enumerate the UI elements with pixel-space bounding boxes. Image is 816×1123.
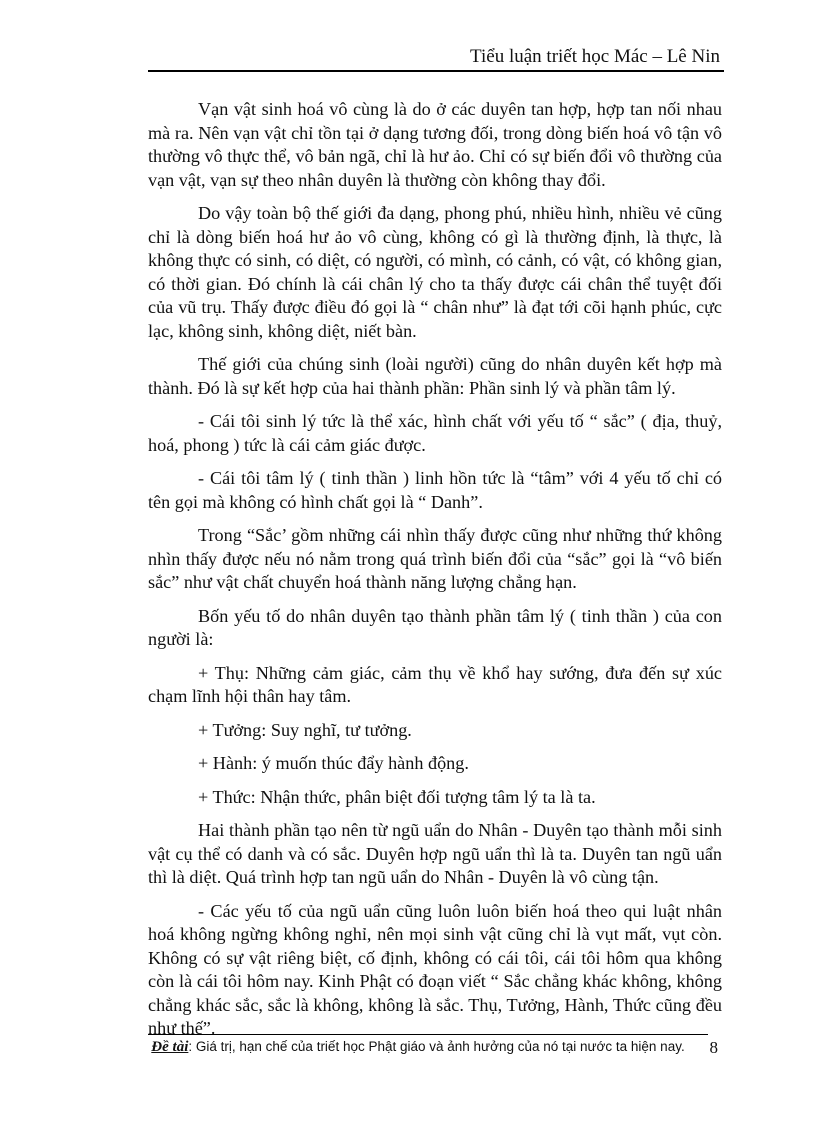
page-number: 8	[709, 1038, 718, 1057]
paragraph: Trong “Sắc’ gồm những cái nhìn thấy được cũng như những thứ không nhìn thấy được nếu nó nằm trong quá trình biến đổi của “sắc” gọi là “vô biến sắc” như vật chất chuyển hoá thành năng lượng chẳng hạn.	[148, 525, 722, 592]
document-body	[148, 98, 722, 1051]
paragraph: Thế giới của chúng sinh (loài người) cũng do nhân duyên kết hợp mà thành. Đó là sự kết hợp của hai thành phần: Phần sinh lý và phần tâm lý.	[148, 354, 722, 398]
paragraph: - Cái tôi sinh lý tức là thể xác, hình chất với yếu tố “ sắc” ( địa, thuỷ, hoá, phong ) tức là cái cảm giác được.	[148, 411, 722, 455]
page-footer	[148, 1034, 724, 1057]
footer-label: Đề tài	[151, 1039, 189, 1055]
footer-rule	[148, 1034, 708, 1035]
paragraph: + Thụ: Những cảm giác, cảm thụ về khổ hay sướng, đưa đến sự xúc chạm lĩnh hội thân hay tâm.	[148, 662, 722, 706]
paragraph: Do vậy toàn bộ thế giới đa dạng, phong phú, nhiều hình, nhiều vẻ cũng chỉ là dòng biến hoá hư ảo vô cùng, không có gì là thường định, là thực, là không thực có sinh, có diệt, có người, có mình, có cảnh, có vật, có không gian, có thời gian. Đó chính là cái chân lý cho ta thấy được cái chân thể tuyệt đối của vũ trụ. Thấy được điều đó gọi là “ chân như” là đạt tới cõi hạnh phúc, cực lạc, không sinh, không diệt, niết bàn.	[148, 203, 722, 341]
page-header	[148, 44, 724, 70]
header-title: Tiểu luận triết học Mác – Lê Nin	[470, 46, 720, 67]
paragraph: + Hành: ý muốn thúc đẩy hành động.	[198, 753, 469, 773]
paragraph: - Các yếu tố của ngũ uẩn cũng luôn luôn biến hoá theo qui luật nhân hoá không ngừng không nghỉ, nên mọi sinh vật cũng chỉ là vụt mất, vụt còn. Không có sự vật riêng biệt, cố định, không có cái tôi, cái tôi hôm qua không còn là cái tôi hôm nay. Kinh Phật có đoạn viết “ Sắc chẳng khác không, không chẳng khác sắc, sắc là không, không là sắc. Thụ, Tưởng, Hành, Thức cũng đều như thế”.	[148, 900, 722, 1038]
paragraph: + Tưởng: Suy nghĩ, tư tưởng.	[198, 719, 412, 740]
paragraph: Vạn vật sinh hoá vô cùng là do ở các duyên tan hợp, hợp tan nối nhau mà ra. Nên vạn vật chỉ tồn tại ở dạng tương đối, trong dòng biến hoá vô tận vô thường vô thực thể, vô bản ngã, chỉ là hư ảo. Chỉ có sự biến đổi vô thường của vạn vật, vạn sự theo nhân duyên là thường còn không thay đổi.	[148, 99, 722, 190]
header-rule	[148, 70, 724, 72]
paragraph: - Cái tôi tâm lý ( tinh thần ) linh hồn tức là “tâm” với 4 yếu tố chỉ có tên gọi mà không có hình chất gọi là “ Danh”.	[148, 468, 722, 512]
paragraph: Hai thành phần tạo nên từ ngũ uẩn do Nhân - Duyên tạo thành mỗi sinh vật cụ thể có danh và có sắc. Duyên hợp ngũ uẩn thì là ta. Duyên tan ngũ uẩn thì là diệt. Quá trình hợp tan ngũ uẩn do Nhân - Duyên là vô cùng tận.	[148, 820, 722, 887]
paragraph: + Thức: Nhận thức, phân biệt đối tượng tâm lý ta là ta.	[198, 786, 596, 807]
footer-topic-text: : Giá trị, hạn chế của triết học Phật giáo và ảnh hưởng của nó tại nước ta hiện nay.	[188, 1039, 685, 1054]
paragraph: Bốn yếu tố do nhân duyên tạo thành phần tâm lý ( tinh thần ) của con người là:	[148, 605, 722, 649]
footer-topic	[148, 1037, 688, 1057]
